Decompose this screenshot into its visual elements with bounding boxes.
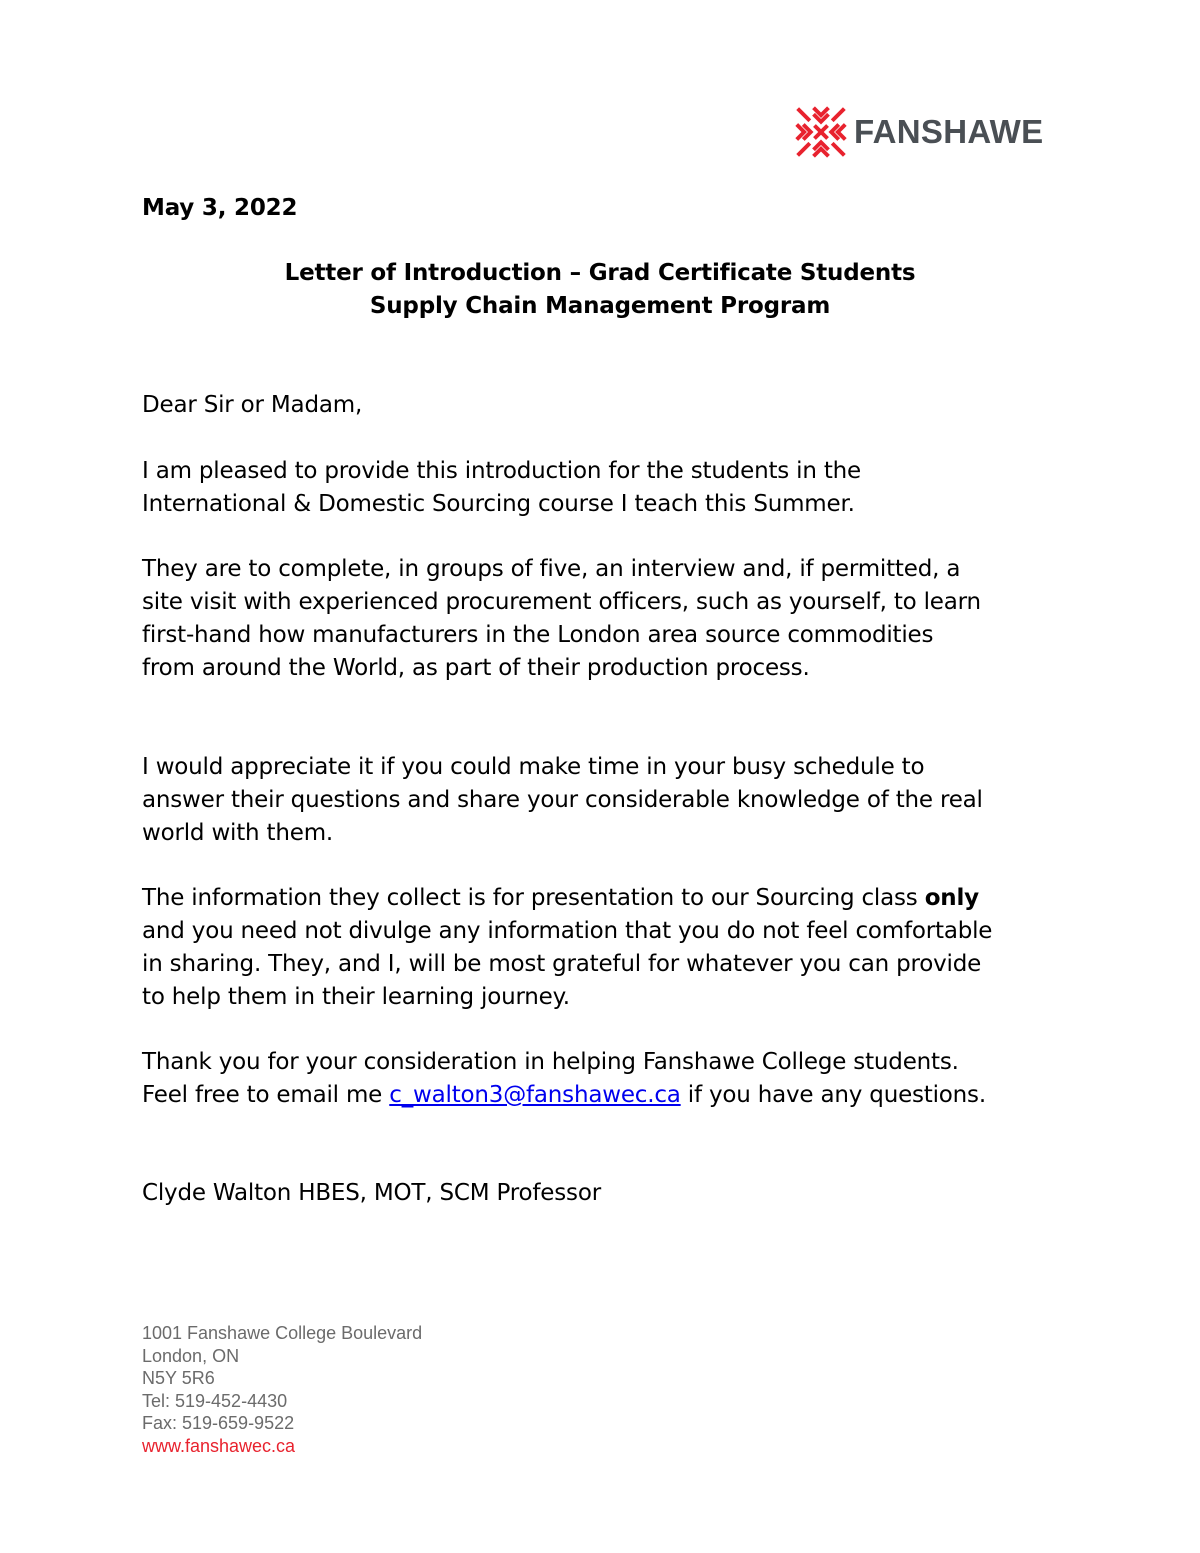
paragraph-line: world with them. — [142, 820, 334, 846]
letter-date: May 3, 2022 — [142, 195, 298, 221]
paragraph-introduction — [142, 455, 1102, 521]
paragraph-closing — [142, 1046, 1102, 1112]
email-link[interactable]: c_walton3@fanshawec.ca — [389, 1082, 681, 1108]
heading-line-1: Letter of Introduction – Grad Certificate Students — [284, 260, 916, 286]
fanshawe-wordmark: FANSHAWE — [854, 113, 1044, 150]
paragraph-request — [142, 751, 1102, 850]
emphasis-only: only — [924, 885, 979, 911]
paragraph-confidentiality — [142, 882, 1102, 1014]
signature: Clyde Walton HBES, MOT, SCM Professor — [142, 1180, 601, 1206]
paragraph-line: I am pleased to provide this introduction for the students in the — [142, 458, 861, 484]
paragraph-line: and you need not divulge any information that you do not feel comfortable — [142, 918, 993, 944]
paragraph-line: International & Domestic Sourcing course I teach this Summer. — [142, 491, 855, 517]
paragraph-assignment — [142, 553, 1102, 685]
fanshawe-logo — [792, 104, 1042, 160]
heading-line-2: Supply Chain Management Program — [369, 293, 831, 319]
fanshawe-asterisk-icon — [792, 104, 850, 160]
address-tel: Tel: 519-452-4430 — [142, 1390, 288, 1411]
paragraph-line: first-hand how manufacturers in the London area source commodities — [142, 622, 934, 648]
address-street: 1001 Fanshawe College Boulevard — [142, 1323, 423, 1343]
address-city: London, ON — [142, 1345, 240, 1366]
salutation: Dear Sir or Madam, — [142, 392, 363, 418]
paragraph-line: They are to complete, in groups of five, an interview and, if permitted, a — [142, 556, 961, 582]
paragraph-text: Feel free to email me — [142, 1082, 390, 1108]
paragraph-line: site visit with experienced procurement officers, such as yourself, to learn — [142, 589, 981, 615]
address-postal: N5Y 5R6 — [142, 1368, 215, 1388]
website-link[interactable]: www.fanshawec.ca — [142, 1435, 296, 1456]
address-fax: Fax: 519-659-9522 — [142, 1413, 295, 1433]
paragraph-line: from around the World, as part of their production process. — [142, 655, 810, 681]
paragraph-text: if you have any questions. — [680, 1082, 986, 1108]
paragraph-line: in sharing. They, and I, will be most grateful for whatever you can provide — [142, 951, 982, 977]
paragraph-text: The information they collect is for presentation to our Sourcing class — [142, 885, 925, 911]
paragraph-line: answer their questions and share your considerable knowledge of the real — [142, 787, 983, 813]
paragraph-line — [142, 1079, 1102, 1112]
paragraph-line: Thank you for your consideration in helping Fanshawe College students. — [142, 1049, 959, 1075]
paragraph-line — [142, 882, 1102, 915]
footer-address — [142, 1322, 422, 1457]
paragraph-line: I would appreciate it if you could make time in your busy schedule to — [142, 754, 925, 780]
paragraph-line: to help them in their learning journey. — [142, 984, 570, 1010]
letter-heading — [0, 257, 1200, 323]
